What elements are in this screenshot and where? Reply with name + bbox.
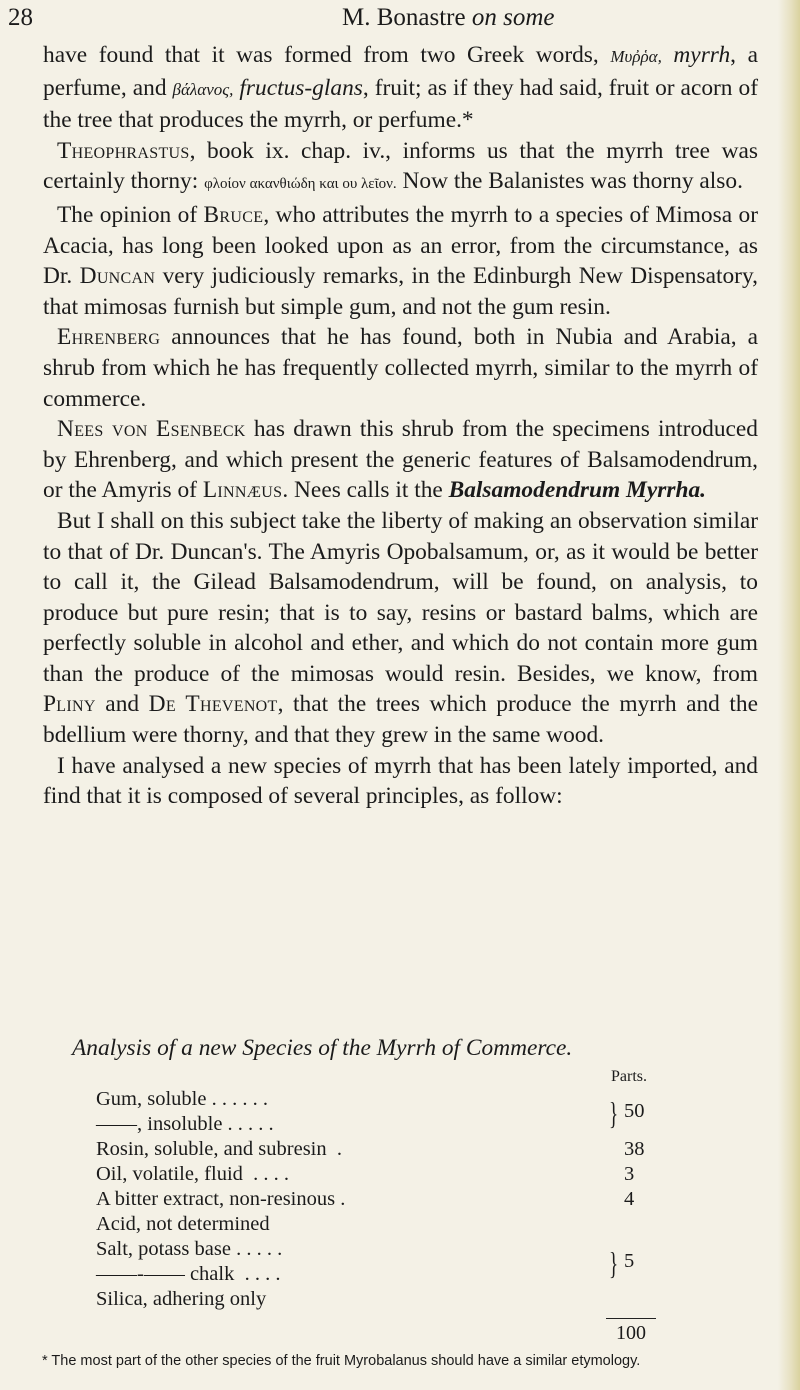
parts-header: Parts. — [611, 1068, 647, 1085]
table-row: Acid, not determined — [96, 1213, 270, 1235]
paragraph: Nees von Esenbeck has drawn this shrub from the specimens introduced by Ehrenberg, and which present the generic features of Balsamodendrum, or the Amyris of Linnæus. Nees calls it the Balsamodendrum Myrrha. — [43, 416, 758, 504]
brace-value: 5 — [624, 1250, 635, 1272]
table-row: Rosin, soluble, and subresin . 38 — [96, 1138, 645, 1160]
paragraph: I have analysed a new species of myrrh that has been lately imported, and find that it is composed of several principles, as follow: — [43, 752, 758, 810]
running-title: M. Bonastre on some — [342, 4, 555, 31]
footnote: * The most part of the other species of the fruit Myrobalanus should have a similar etymology. — [42, 1353, 641, 1369]
table-row: ——, insoluble . . . . . — [96, 1113, 274, 1135]
page-number: 28 — [8, 4, 33, 31]
body-text — [43, 40, 758, 812]
brace-icon: } — [609, 1245, 619, 1281]
paragraph: have found that it was formed from two Greek words, Μυῤῥα, myrrh, a perfume, and βάλανος, fructus-glans, fruit; as if they had said, fruit or acorn of the tree that produces the myrrh, or perfume.* — [43, 42, 758, 134]
paragraph: Theophrastus, book ix. chap. iv., informs us that the myrrh tree was certainly thorny: φλοίον ακανθιώδη και ου λεῖον. Now the Balanistes was thorny also. — [43, 137, 758, 195]
analysis-table — [96, 1088, 656, 1313]
table-row: Silica, adhering only — [96, 1288, 267, 1310]
paragraph: The opinion of Bruce, who attributes the myrrh to a species of Mimosa or Acacia, has long been looked upon as an error, from the circumstance, as Dr. Duncan very judiciously remarks, in the Edinburgh New Dispensatory, that mimosas furnish but simple gum, and not the gum resin. — [43, 201, 758, 320]
paragraph: Ehrenberg announces that he has found, both in Nubia and Arabia, a shrub from which he has frequently collected myrrh, similar to the myrrh of commerce. — [43, 324, 758, 412]
page-edge — [778, 0, 800, 1390]
table-row: ——-—— chalk . . . . — [96, 1263, 281, 1285]
brace-value: 50 — [624, 1100, 645, 1122]
table-row: A bitter extract, non-resinous . 4 — [96, 1188, 635, 1210]
analysis-title: Analysis of a new Species of the Myrrh of Commerce. — [72, 1035, 573, 1061]
brace-icon: } — [609, 1095, 619, 1131]
paragraph: But I shall on this subject take the liberty of making an observation similar to that of Dr. Duncan's. The Amyris Opobalsamum, or, as it would be better to call it, the Gilead Balsamodendrum, will be found, on analysis, to produce but pure resin; that is to say, resins or bastard balms, which are perfectly soluble in alcohol and ether, and which do not contain more gum than the produce of the mimosas would resin. Besides, we know, from Pliny and De Thevenot, that the trees which produce the myrrh and the bdellium were thorny, and that they grew in the same wood. — [43, 507, 759, 749]
table-row: Oil, volatile, fluid . . . . 3 — [96, 1163, 635, 1185]
table-row: Salt, potass base . . . . . — [96, 1238, 283, 1260]
table-row: Gum, soluble . . . . . . — [96, 1088, 268, 1110]
total-value: 100 — [616, 1322, 646, 1344]
total-rule — [606, 1318, 656, 1319]
running-head — [0, 4, 760, 40]
